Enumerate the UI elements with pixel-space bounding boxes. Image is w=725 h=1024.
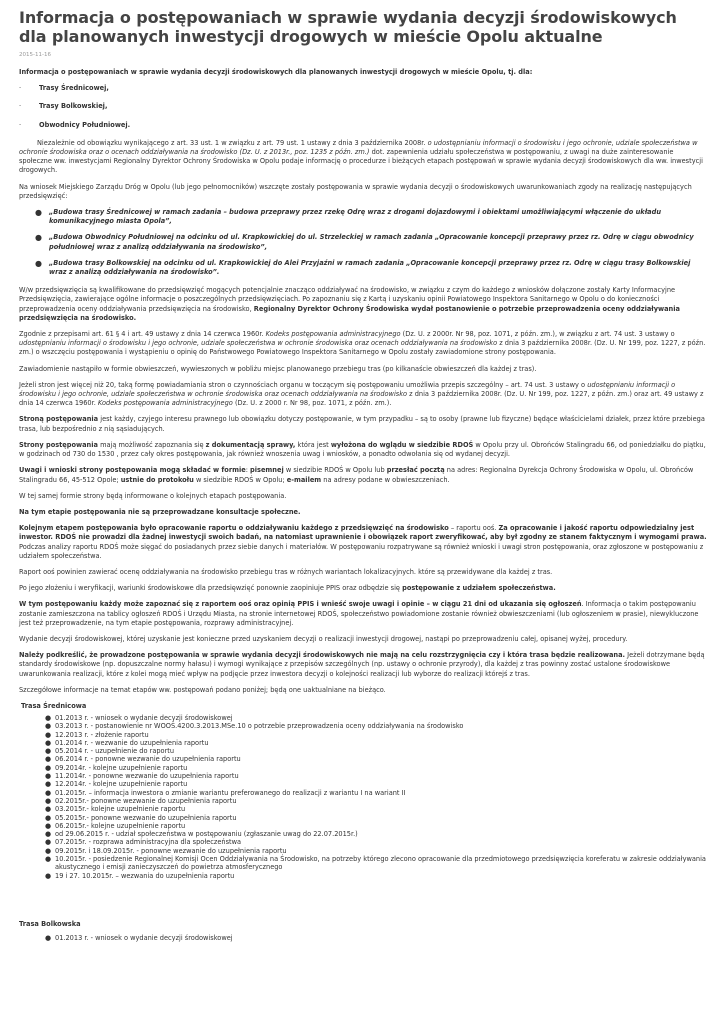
event-item [45,764,707,772]
bullet-icon: ● [45,933,52,942]
event-text: 03.2013 r. - postanowienie nr WOOŚ.4200.3.2013.MSe.10 o potrzebie przeprowadzenia oceny oddziaływania na środowisko [55,722,464,731]
event-item [45,722,707,730]
paragraph-report-content: Raport ooś powinien zawierać ocenę oddziaływania na środowisko przebiegu tras w różnych wariantach lokalizacyjnych. które są przewidywane dla każdej z tras. [19,567,553,576]
event-item [45,822,707,830]
road-item: · Trasy Bolkowskiej, [19,102,108,111]
event-text: 01.2015r. – informacja inwestora o zmianie wariantu preferowanego do realizacji z wariantu I na wariant II [55,788,406,797]
intro-paragraph: Informacja o postępowaniach w sprawie wydania decyzji środowiskowych dla planowanych inwestycji drogowych w mieście Opolu, tj. dla: [19,68,533,76]
paragraph-details: Szczegółowe informacje na temat etapów ww. postępowań podano poniżej; będą one uaktualniane na bieżąco. [19,685,386,694]
paragraph-informing: W tej samej formie strony będą informowane o kolejnych etapach postępowania. [19,491,287,500]
paragraph-documentation: Strony postępowania mają możliwość zapoznania się z dokumentacją sprawy, która jest wyłożona do wglądu w siedzibie RDOŚ w Opolu przy ul. Obrońców Stalingradu 66, od poniedziałku do piątku, w godzinach od 730 do 1530 , przez cały okres postępowania, jak również wnoszenia uwag i wniosków, a ponadto odwołania się od wydanej decyzji. [19,440,706,459]
paragraph-legal-basis: Niezależnie od obowiązku wynikającego z art. 33 ust. 1 w związku z art. 79 ust. 1 ustawy z dnia 3 października 2008r. o udostępnianiu informacji o środowisku i jego ochronie, udziale społeczeństwa w ochronie środowiska oraz o ocenach oddziaływania na środowisko (Dz. U. z 2013r., poz. 1235 z późn. zm.) dot. zapewnienia udziału społeczeństwa w postępowaniu, z uwagi na duże zainteresowanie społeczne ww. inwestycjami Regionalny Dyrektor Ochrony Środowiska w Opolu podaje informację o procedurze i bieżących etapach postępowań w sprawie wydania decyzji środowiskowych dla ww. inwestycji drogowych. [19,138,703,175]
event-text: 12.2014r. - kolejne uzupełnienie raportu [55,780,188,789]
event-item [45,805,707,813]
event-text: 05.2015r.- ponowne wezwanie do uzupełnienia raportu [55,813,237,822]
bullet-icon: ● [45,755,52,764]
event-text: 07.2015r. - rozprawa administracyjna dla społeczeństwa [55,838,242,847]
paragraph-request: Na wniosek Miejskiego Zarządu Dróg w Opolu (lub jego pełnomocników) wszczęte zostały postępowania w sprawie wydania decyzji o środowiskowych uwarunkowaniach zgody na realizację następujących przedsięwzięć: [19,182,692,200]
event-item [45,872,707,880]
event-item [45,739,707,747]
bullet-icon: ● [45,772,52,781]
project-item: ● „Budowa trasy Średnicowej w ramach zadania – budowa przeprawy przez rzekę Odrę wraz z drogami dojazdowymi i obiektami umożliwiającymi włączenie do układu komunikacyjnego miasta Opola”, [35,208,662,226]
event-item [45,747,707,755]
event-item [45,847,707,855]
event-text: 01.2014 r. - wezwanie do uzupełnienia raportu [55,738,209,747]
bullet-icon: ● [45,747,52,756]
event-text: 19 i 27. 10.2015r. – wezwania do uzupełnienia raportu [55,871,235,880]
event-text: 05.2014 r. - uzupełnienie do raportu [55,747,175,756]
event-item [45,830,707,838]
project-item: ● „Budowa trasy Bolkowskiej na odcinku od ul. Krapkowickiej do Alei Przyjaźni w ramach zadania „Opracowanie koncepcji przeprawy przez rz. Odrę w ciągu trasy Bolkowskiej wraz z analizą oddziaływania na środowisko”. [35,258,691,277]
paragraph-no-consultation: Na tym etapie postępowania nie są przeprowadzane konsultacje społeczne. [19,507,301,516]
bullet-icon: ● [45,871,52,880]
bullet-icon: ● [45,830,52,839]
event-item [45,838,707,846]
event-item [45,731,707,739]
event-text: 01.2013 r. - wniosek o wydanie decyzji środowiskowej [55,933,233,942]
event-text: 02.2015r.- ponowne wezwanie do uzupełnienia raportu [55,796,237,805]
event-text: 10.2015r. - posiedzenie Regionalnej Komisji Ocen Oddziaływania na Środowisko, na potrzeby którego zlecono opracowanie dla przedmiotowego przedsięwzięcia koreferatu w zakresie oddziaływania akustycznego i emisji zanieczyszczeń do powietrza atmosferycznego [55,855,706,872]
bullet-icon: ● [45,813,52,822]
event-item [45,855,707,872]
event-text: 09.2014r. - kolejne uzupełnienie raportu [55,763,188,772]
bullet-icon: ● [45,780,52,789]
bullet-icon: ● [45,788,52,797]
paragraph-notice: Zawiadomienie nastąpiło w formie obwieszczeń, wywieszonych w pobliżu miejsc planowanego przebiegu tras (po kilkanaście obwieszczeń dla każdej z tras). [19,364,537,373]
bullet-icon: ● [45,821,52,830]
event-item [45,755,707,763]
bullet-icon: ● [45,763,52,772]
paragraph-kpa: Zgodnie z przepisami art. 61 § 4 i art. 49 ustawy z dnia 14 czerwca 1960r. Kodeks postępowania administracyjnego (Dz. U. z 2000r. Nr 98, poz. 1071, z późn. zm.), w związku z art. 74 ust. 3 ustawy o udostępnianiu informacji o środowisku i jego ochronie, udziale społeczeństwa w ochronie środowiska oraz ocenach oddziaływania na środowisko z dnia 3 października 2008r. (Dz. U. Nr 199, poz. 1227, z późn. zm.) o wszczęciu postępowania i wystąpieniu o opinię do Państwowego Powiatowego Inspektora Sanitarnego w Opolu zostały zawiadomione strony postępowania. [19,330,706,357]
project-item: ● „Budowa Obwodnicy Południowej na odcinku od ul. Krapkowickiej do ul. Strzeleckiej w ramach zadania „Opracowanie koncepcji przeprawy przez rz. Odrę w ciągu obwodnicy południowej wraz z analizą oddziaływania na środowisko”, [35,233,694,251]
projects-list [31,208,707,277]
paragraph-decision: Wydanie decyzji środowiskowej, której uzyskanie jest konieczne przed uzyskaniem decyzji o realizacji inwestycji drogowej, nastąpi po przeprowadzeniu całej, opisanej wyżej, procedury. [19,634,628,643]
paragraph-party-definition: Stroną postępowania jest każdy, czyjego interesu prawnego lub obowiązku dotyczy postępowanie, w tym przypadku – są to osoby (prawne lub fizyczne) będące właścicielami działek, przez które przebiega trasa, lub bezpośrednio z nią sąsiadujących. [19,415,705,433]
paragraph-report: Kolejnym etapem postępowania było opracowanie raportu o oddziaływaniu każdego z przedsięwzięć na środowisko – raportu ooś. Za opracowanie i jakość raportu odpowiedzialny jest inwestor. RDOŚ nie prowadzi dla żadnej inwestycji swoich badań, na natomiast uprawnienie i obowiązek raport zweryfikować, aby był zgodny ze stanem faktycznym i wymogami prawa. Podczas analizy raportu RDOŚ może sięgać do posiadanych przez siebie danych i materiałów. W postępowaniu rozpatrywane są również wnioski i uwagi stron postępowania, oraz zgłoszone w postępowaniu z udziałem społeczeństwa. [19,524,707,560]
paragraph-comments: Uwagi i wnioski strony postępowania mogą składać w formie: pisemnej w siedzibie RDOŚ w Opolu lub przesłać pocztą na adres: Regionalna Dyrekcja Ochrony Środowiska w Opolu, ul. Obrońców Stalingradu 66, 45-512 Opole; ustnie do protokołu w siedzibie RDOŚ w Opolu; e-mailem na adresy podane w obwieszczeniach. [19,466,694,484]
paragraph-parties-count: Jeżeli stron jest więcej niż 20, taką formę powiadamiania stron o czynnościach organu w toczącym się postępowaniu umożliwia przepis szczególny – art. 74 ust. 3 ustawy o udostępnianiu informacji o środowisku i jego ochronie, udziale społeczeństwa w ochronie środowiska oraz ocenach oddziaływania na środowisko z dnia 3 października 2008r. (Dz. U. Nr 199, poz. 1227, z późn. zm.) oraz art. 49 ustawy z dnia 14 czerwca 1960r. Kodeks postępowania administracyjnego (Dz. U. z 2000 r. Nr 98, poz. 1071, z późn. zm.). [19,380,704,408]
bullet-icon: ● [45,713,52,722]
bullet-icon: ● [45,838,52,847]
event-item [45,789,707,797]
event-item [45,772,707,780]
publish-date: 2015-11-16 [19,52,51,58]
road-item: · Trasy Średnicowej, [19,84,109,93]
event-item [45,780,707,788]
paragraph-public-participation: W tym postępowaniu każdy może zapoznać się z raportem ooś oraz opinią PPIS i wnieść swoje uwagi i opinie – w ciągu 21 dni od ukazania się ogłoszeń. Informacja o takim postępowaniu zostanie zamieszczona na tablicy ogłoszeń RDOŚ i Urzędu Miasta, na stronie internetowej RDOŚ, społeczeństwo powiadomione zostanie również obwieszczeniami (lub ogłoszeniem w prasie), niewykluczone jest też przeprowadzenie, na tym etapie postępowania, rozprawy administracyjnej. [19,600,699,627]
paragraph-emphasis: Należy podkreślić, że prowadzone postępowania w sprawie wydania decyzji środowiskowych nie mają na celu rozstrzygnięcia czy i która trasa będzie realizowana. Jeżeli dotrzymane będą standardy środowiskowe (np. dopuszczalne normy hałasu) i wymogi wynikające z przepisów szczególnych (np. ustawy o ochronie przyrody), dla każdej z tras powinny zostać ustalone środowiskowe uwarunkowania realizacji, które z kolei mogą mieć wpływ na podjęcie przez inwestora decyzji o kolejności realizacji lub wyborze do realizacji którejś z tras. [19,651,705,678]
bullet-icon: ● [45,855,52,863]
paragraph-qualification: W/w przedsięwzięcia są kwalifikowane do przedsięwzięć mogących potencjalnie znacząco oddziaływać na środowisko, w związku z czym do każdego z wniosków dołączone zostały Karty Informacyjne Przedsięwzięcia, zawierające ogólne informacje o poszczególnych przedsięwzięciach. Po zapoznaniu się z Kartą i uzyskaniu opinii Powiatowego Inspektora Sanitarnego w Opolu o do konieczności przeprowadzenia oceny oddziaływania przedsięwzięcia na środowisko, Regionalny Dyrektor Ochrony Środowiska wydał postanowienie o potrzebie przeprowadzenia oceny oddziaływania przedsięwzięcia na środowisko. [19,286,680,322]
bullet-icon: ● [45,805,52,814]
event-text: 11.2014r. - ponowne wezwanie do uzupełnienia raportu [55,772,239,781]
event-text: 06.2015r.- kolejne uzupełnienie raportu [55,821,186,830]
event-text: 03.2015r.- kolejne uzupełnienie raportu [55,805,186,814]
event-item [45,714,707,722]
events-list-srednicowa [45,714,707,880]
event-item [45,934,707,942]
events-list-bolkowska [45,934,707,942]
bullet-icon: ● [45,738,52,747]
bullet-icon: ● [45,846,52,855]
bullet-icon: ● [45,796,52,805]
bullet-icon: ● [45,730,52,739]
page-title: Informacja o postępowaniach w sprawie wydania decyzji środowiskowych dla planowanych inwestycji drogowych w mieście Opolu aktualne [19,8,677,46]
event-item [45,797,707,805]
event-text: 12.2013 r. - złożenie raportu [55,730,149,739]
section-title-bolkowska: Trasa Bolkowska [19,919,81,928]
section-title-srednicowa: Trasa Średnicowa [21,701,87,710]
paragraph-verification: Po jego złożeniu i weryfikacji, wariunki środowiskowe dla przedsięwzięć ponownie zaopiniuje PPIS oraz odbędzie się postępowanie z udziałem społeczeństwa. [19,584,556,593]
event-text: od 29.06.2015 r. - udział społeczeństwa w postępowaniu (zgłaszanie uwag do 22.07.2015r.) [55,830,358,839]
event-text: 01.2013 r. - wniosek o wydanie decyzji środowiskowej [55,713,233,722]
event-text: 09.2015r. i 18.09.2015r. - ponowne wezwanie do uzupełnienia raportu [55,846,287,855]
event-item [45,814,707,822]
event-text: 06.2014 r. - ponowne wezwanie do uzupełnienia raportu [55,755,241,764]
bullet-icon: ● [45,722,52,731]
road-item: · Obwodnicy Południowej. [19,120,131,129]
